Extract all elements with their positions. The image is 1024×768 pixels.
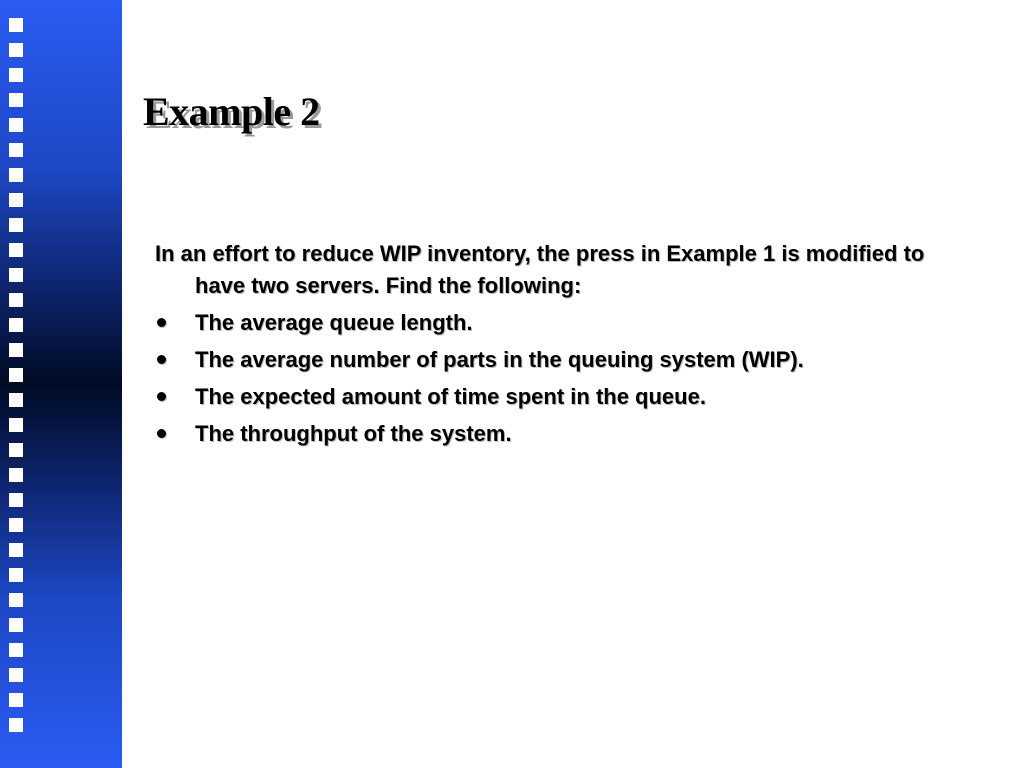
sidebar-square: [9, 218, 23, 232]
sidebar-square: [9, 93, 23, 107]
sidebar-square: [9, 468, 23, 482]
sidebar-square: [9, 43, 23, 57]
sidebar-square: [9, 543, 23, 557]
sidebar-square: [9, 268, 23, 282]
bullet-item: [155, 418, 955, 450]
sidebar-square: [9, 618, 23, 632]
bullet-item: [155, 307, 955, 339]
bullet-item: [155, 344, 955, 376]
bullet-item: [155, 381, 955, 413]
sidebar-square: [9, 143, 23, 157]
sidebar-square: [9, 343, 23, 357]
sidebar-square: [9, 368, 23, 382]
slide-title: Example 2: [143, 89, 320, 134]
bullet-icon: [157, 429, 166, 438]
intro-paragraph: In an effort to reduce WIP inventory, the press in Example 1 is modified to have two servers. Find the following:: [155, 241, 925, 298]
sidebar-square: [9, 318, 23, 332]
bullet-list: [155, 307, 955, 450]
sidebar-square: [9, 418, 23, 432]
sidebar-square: [9, 443, 23, 457]
sidebar-square: [9, 493, 23, 507]
sidebar-square: [9, 643, 23, 657]
bullet-text: The average number of parts in the queuing system (WIP).: [195, 347, 804, 372]
sidebar-square: [9, 68, 23, 82]
sidebar-square: [9, 718, 23, 732]
bullet-icon: [157, 392, 166, 401]
slide-body: [155, 238, 955, 455]
sidebar-square: [9, 293, 23, 307]
sidebar-square: [9, 668, 23, 682]
sidebar-square: [9, 118, 23, 132]
sidebar-square: [9, 18, 23, 32]
bullet-text: The average queue length.: [195, 310, 473, 335]
bullet-icon: [157, 355, 166, 364]
bullet-text: The expected amount of time spent in the queue.: [195, 384, 706, 409]
decorative-sidebar: [0, 0, 122, 768]
sidebar-squares: [9, 18, 25, 743]
sidebar-square: [9, 168, 23, 182]
sidebar-square: [9, 518, 23, 532]
sidebar-square: [9, 393, 23, 407]
sidebar-square: [9, 193, 23, 207]
bullet-icon: [157, 318, 166, 327]
bullet-text: The throughput of the system.: [195, 421, 512, 446]
sidebar-square: [9, 243, 23, 257]
sidebar-square: [9, 693, 23, 707]
sidebar-square: [9, 593, 23, 607]
sidebar-square: [9, 568, 23, 582]
